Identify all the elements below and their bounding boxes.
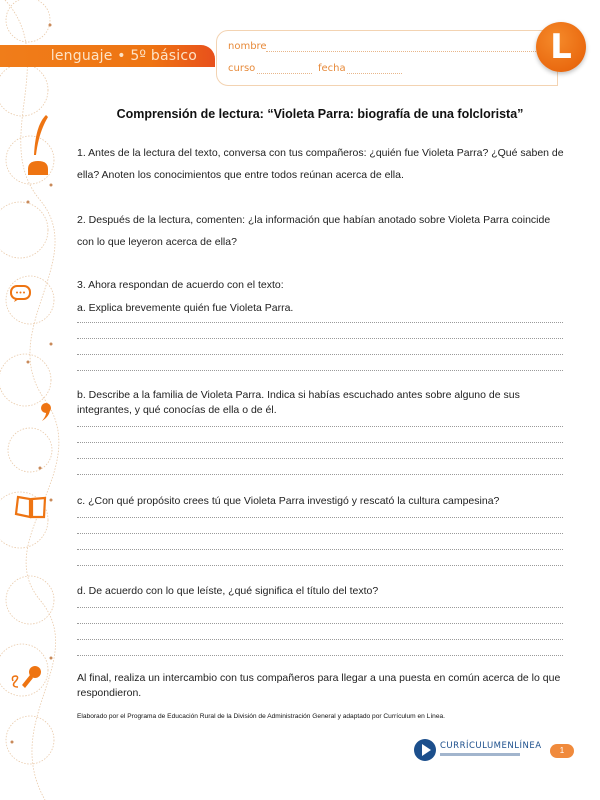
answer-line-3c-3[interactable] [77, 549, 563, 550]
answer-line-3d-1[interactable] [77, 607, 563, 608]
answer-line-3d-4[interactable] [77, 655, 563, 656]
microphone-icon [8, 663, 44, 693]
answer-line-3c-1[interactable] [77, 517, 563, 518]
question-3: 3. Ahora respondan de acuerdo con el texto: [77, 279, 284, 291]
speech-bubble-icon [10, 285, 32, 303]
quill-ink-icon [24, 113, 50, 183]
comma-icon [38, 402, 52, 422]
answer-line-3a-1[interactable] [77, 322, 563, 323]
nombre-field[interactable] [266, 51, 536, 52]
credit-note: Elaborado por el Programa de Educación Rural de la División de Administración General y adaptado por Currículum en Línea. [77, 713, 445, 720]
answer-line-3c-2[interactable] [77, 533, 563, 534]
closing-instruction: Al final, realiza un intercambio con tus compañeros para llegar a una puesta en común acerca de lo que respondieron. [77, 672, 561, 699]
question-3b: b. Describe a la familia de Violeta Parra. Indica si habías escuchado antes sobre alguno de sus integrantes, y qué conocías de ella o de él. [77, 389, 520, 416]
answer-line-3a-4[interactable] [77, 370, 563, 371]
open-book-icon [14, 494, 48, 520]
page-title: Comprensión de lectura: “Violeta Parra: biografía de una folclorista” [116, 107, 524, 121]
question-3c: c. ¿Con qué propósito crees tú que Violeta Parra investigó y rescató la cultura campesina? [77, 495, 500, 507]
student-info-box [216, 30, 558, 86]
question-3a: a. Explica brevemente quién fue Violeta Parra. [77, 302, 294, 314]
answer-line-3d-3[interactable] [77, 639, 563, 640]
answer-line-3a-2[interactable] [77, 338, 563, 339]
page-number: 1 [550, 744, 574, 758]
subject-band [0, 45, 215, 67]
answer-line-3a-3[interactable] [77, 354, 563, 355]
nombre-label: nombre [228, 41, 267, 52]
fecha-field[interactable] [347, 73, 402, 74]
play-arrow-icon [414, 739, 436, 761]
question-2: 2. Después de la lectura, comenten: ¿la información que habían anotado sobre Violeta Parra coincide con lo que leyeron acerca de ella? [77, 214, 551, 248]
curriculum-en-linea-logo [414, 739, 554, 763]
curso-label: curso [228, 63, 256, 74]
fecha-label: fecha [318, 63, 346, 74]
question-1: 1. Antes de la lectura del texto, conversa con tus compañeros: ¿quién fue Violeta Parra? ¿Qué saben de ella? Anoten los conocimientos que entre todos reúnan acerca de ella. [77, 147, 564, 181]
lenguaje-badge: L [536, 22, 586, 72]
answer-line-3d-2[interactable] [77, 623, 563, 624]
answer-line-3c-4[interactable] [77, 565, 563, 566]
question-3d: d. De acuerdo con lo que leíste, ¿qué significa el título del texto? [77, 585, 379, 597]
curso-field[interactable] [257, 73, 312, 74]
answer-line-3b-4[interactable] [77, 474, 563, 475]
answer-line-3b-1[interactable] [77, 426, 563, 427]
answer-line-3b-2[interactable] [77, 442, 563, 443]
logo-text: CURRÍCULUMENLÍNEA [440, 741, 542, 751]
logo-tagline [440, 753, 520, 756]
subject-grade-label: lenguaje • 5º básico [50, 48, 197, 64]
answer-line-3b-3[interactable] [77, 458, 563, 459]
